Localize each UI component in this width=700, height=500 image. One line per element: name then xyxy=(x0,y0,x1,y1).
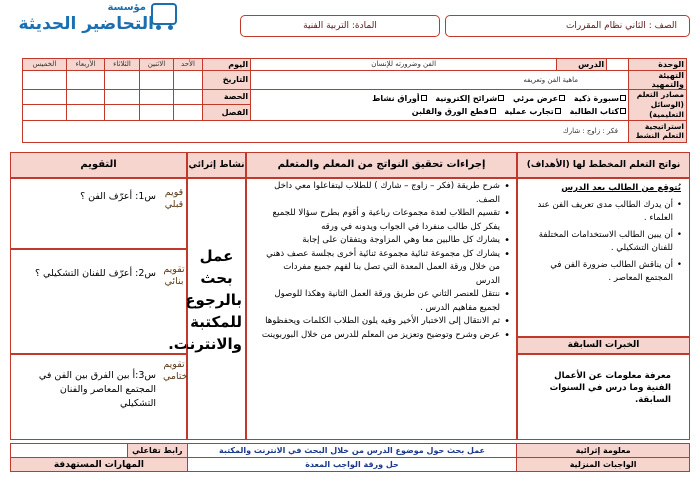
resources-list xyxy=(251,89,629,120)
evaluation-question: س1: أعرّف الفن ؟ xyxy=(80,191,156,202)
day-tue: الثلاثاء xyxy=(105,59,140,71)
checkbox-icon xyxy=(498,95,504,101)
evaluation-type: تقويم ختامي xyxy=(163,359,188,382)
enrich-value: عمل بحث حول موضوع الدرس من خلال البحث في الانترنت والمكتبة xyxy=(187,444,516,458)
class-label: الفصل xyxy=(202,105,250,121)
evaluation-header: التقويم xyxy=(10,152,187,178)
resource-item: تجارب عملية xyxy=(504,105,560,118)
resource-item: سبورة ذكية xyxy=(574,92,626,105)
lesson-label: الدرس xyxy=(557,59,607,71)
resource-item: عرض مرئي xyxy=(513,92,565,105)
subject-text: المادة: التربية الفنية xyxy=(303,21,377,31)
activity-text: عمل بحث بالرجوع للمكتبة والانترنت. xyxy=(168,247,242,353)
evaluation-row-2 xyxy=(10,249,187,354)
evaluation-question: س3:أ بين الفرق بين الفن في المجتمع المعاصر والفنان التشكيلي xyxy=(38,370,156,409)
objectives-intro: يُتوقع من الطالب بعد الدرس xyxy=(561,183,681,193)
day-sun: الأحد xyxy=(174,59,203,71)
objectives-list xyxy=(518,197,689,285)
checkbox-icon xyxy=(620,95,626,101)
prior-text: معرفة معلومات عن الأعمال الفنية وما درس في السنوات السابقة. xyxy=(549,371,671,405)
objectives-cell xyxy=(517,178,690,337)
link-value xyxy=(11,444,128,458)
procedure-item: • يشارك كل مجموعة ثنائية مجموعة ثنائية أخرى بجلسة عصف ذهني من خلال ورقة العمل المعدة التي تصل بنا لفهم جميع مفردات الدرس xyxy=(259,248,512,289)
homework-label: الواجبات المنزلية xyxy=(517,458,690,472)
day-mon: الاثنين xyxy=(139,59,173,71)
checkbox-icon xyxy=(421,95,427,101)
objectives-header: نواتج التعلم المخطط لها (الأهداف) xyxy=(517,152,690,178)
grade-text: الصف : الثاني نظام المقررات xyxy=(565,21,677,31)
resources-label: مصادر التعلم (الوسائل التعليمية) xyxy=(629,89,687,120)
prior-cell xyxy=(517,354,690,440)
lesson-value: الفن وضرورته للإنسان xyxy=(251,59,557,71)
checkbox-icon xyxy=(620,108,626,114)
footer-table xyxy=(10,443,690,472)
objective-item: • أن يناقش الطالب ضرورة الفن في المجتمع المعاصر . xyxy=(532,259,683,285)
day-label: اليوم xyxy=(202,59,250,71)
evaluation-type: تقويم بنائي xyxy=(163,264,185,287)
evaluation-row-3 xyxy=(10,354,187,440)
strategy-label: استراتيجية التعلم النشط xyxy=(629,120,687,142)
procedure-item: • شرح طريقة (فكر – زاوج – شارك ) للطلاب ليتفاعلوا معي داخل الصف. xyxy=(259,180,512,207)
day-thu: الخميس xyxy=(23,59,67,71)
intro-value: ماهية الفن وتعريفه xyxy=(251,70,629,89)
procedure-item: • ثم الانتقال إلى الاختبار الأخير وفيه يلون الطلاب الكلمات ويحفظوها xyxy=(259,315,512,329)
prior-header: الخبرات السابقة xyxy=(517,337,690,354)
resource-item: شرائح إلكترونية xyxy=(435,92,504,105)
checkbox-icon xyxy=(555,108,561,114)
resource-item: كتاب الطالبة xyxy=(570,105,626,118)
checkbox-icon xyxy=(490,108,496,114)
procedure-item: • يشارك كل طالبين معا وهي المزاوجة ويتفقان على إجابة xyxy=(259,234,512,248)
period-label: الحصة xyxy=(202,89,250,105)
info-table xyxy=(22,58,687,143)
brand-line1: مؤسسة xyxy=(107,2,146,13)
procedures-header: إجراءات تحقيق النواتج من المعلم والمتعلم xyxy=(246,152,517,178)
strategy-value: فكر : زاوج : شارك xyxy=(23,120,629,142)
link-label: رابط تفاعلي xyxy=(127,444,187,458)
procedure-item: • ننتقل للعنصر الثاني عن طريق ورقة العمل الثانية وهكذا للوصول لجميع مفاهيم الدرس . xyxy=(259,288,512,315)
cart-icon xyxy=(151,3,177,25)
day-wed: الأربعاء xyxy=(66,59,104,71)
checkbox-icon xyxy=(559,95,565,101)
intro-label: التهيئة والتمهيد xyxy=(629,70,687,89)
evaluation-row-1 xyxy=(10,178,187,249)
procedure-item: • عرض وشرح وتوضيح وتعزيز من المعلم للدرس من خلال البوربوينت xyxy=(259,329,512,343)
enrich-label: معلومة إثرائية xyxy=(517,444,690,458)
evaluation-question: س2: أعرّف للفنان التشكيلي ؟ xyxy=(34,268,156,279)
objective-item: • أن يبين الطالب الاستخدامات المختلفة للفنان التشكيلي . xyxy=(532,229,683,255)
grade-box xyxy=(445,15,690,37)
date-label: التاريخ xyxy=(202,70,250,89)
procedure-item: • تقسيم الطلاب لعدة مجموعات رباعية و أقوم بطرح سؤالا للجميع يفكر كل طالب منفردا في الجواب ويدونه في ورقه xyxy=(259,207,512,234)
resource-item: قطع الورق والقلبن xyxy=(412,105,496,118)
evaluation-type: قويم قبلي xyxy=(164,187,184,210)
subject-box xyxy=(240,15,440,37)
skills-label: المهارات المستهدفة xyxy=(11,458,188,472)
brand-logo xyxy=(6,2,176,36)
objective-item: • أن يدرك الطالب مدى تعريف الفن عند العلماء . xyxy=(532,199,683,225)
procedures-list xyxy=(247,179,516,342)
activity-header: نشاط إثرائي xyxy=(187,152,246,178)
resource-item: أوراق نشاط xyxy=(372,92,426,105)
procedures-cell xyxy=(246,178,517,440)
unit-value xyxy=(607,59,629,71)
unit-label: الوحدة xyxy=(629,59,687,71)
brand-line2: التحاضير الحديثة xyxy=(18,14,154,34)
homework-value: حل ورقة الواجب المعدة xyxy=(187,458,516,472)
